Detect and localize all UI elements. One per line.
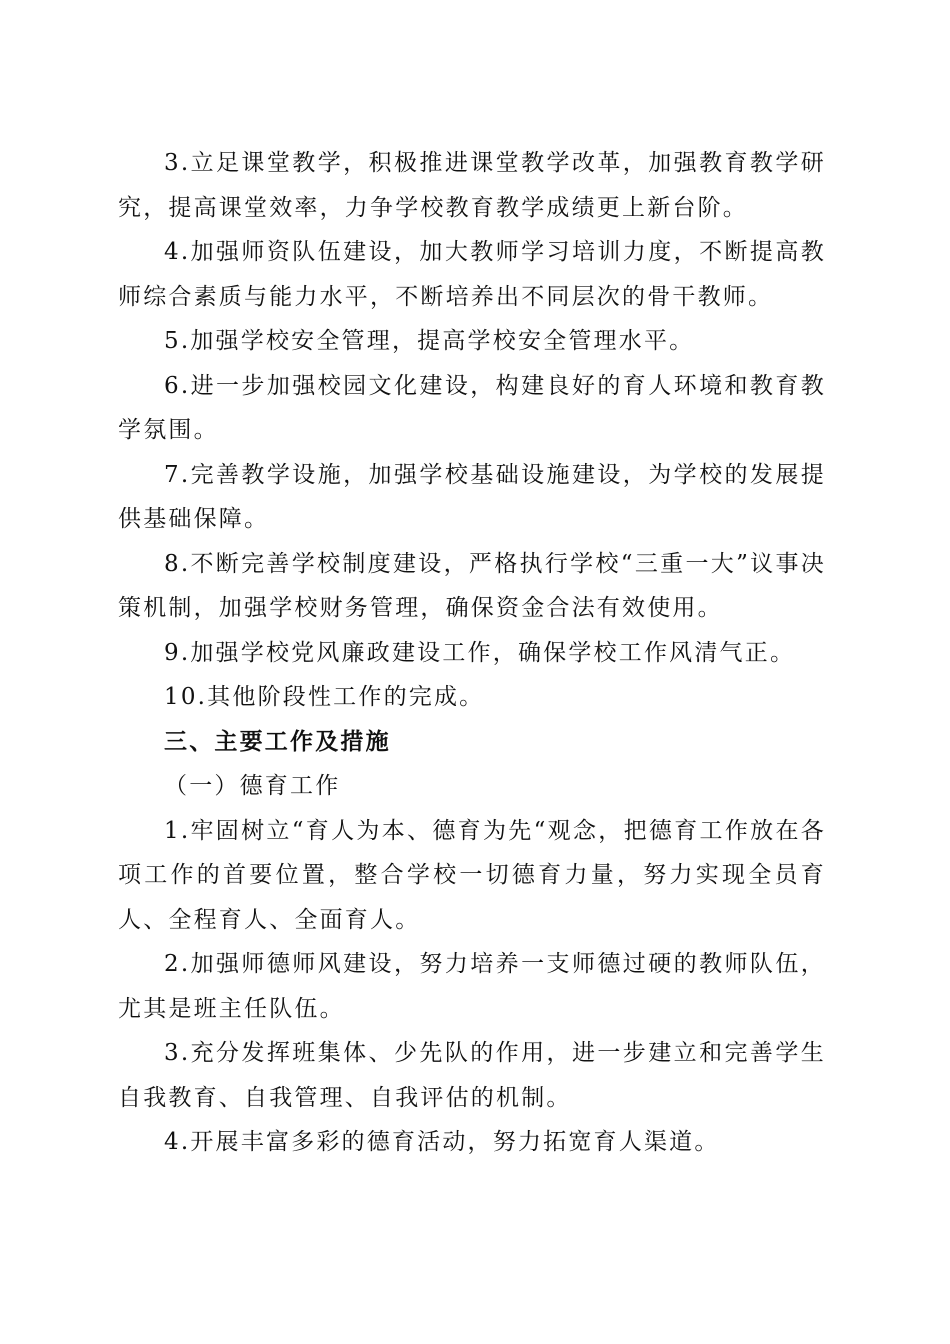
moral-item-4: 4.开展丰富多彩的德育活动，努力拓宽育人渠道。 bbox=[164, 1129, 720, 1155]
document-body bbox=[118, 141, 826, 1165]
paragraph-item-7: 7.完善教学设施，加强学校基础设施建设，为学校的发展提供基础保障。 bbox=[118, 461, 826, 532]
paragraph-item-9: 9.加强学校党风廉政建设工作，确保学校工作风清气正。 bbox=[164, 639, 796, 666]
moral-item-1: 1.牢固树立“育人为本、德育为先“观念，把德育工作放在各项工作的首要位置，整合学校一切德育力量，努力实现全员育人、全程育人、全面育人。 bbox=[118, 817, 826, 933]
moral-item-3: 3.充分发挥班集体、少先队的作用，进一步建立和完善学生自我教育、自我管理、自我评估的机制。 bbox=[118, 1040, 826, 1111]
paragraph-item-10: 10.其他阶段性工作的完成。 bbox=[164, 684, 485, 710]
section-heading: 三、主要工作及措施 bbox=[164, 728, 391, 755]
paragraph-item-8: 8.不断完善学校制度建设，严格执行学校“三重一大”议事决策机制，加强学校财务管理，确保资金合法有效使用。 bbox=[118, 550, 826, 621]
subsection-heading: （一）德育工作 bbox=[164, 773, 341, 799]
paragraph-item-5: 5.加强学校安全管理，提高学校安全管理水平。 bbox=[164, 328, 695, 354]
paragraph-item-3: 3.立足课堂教学，积极推进课堂教学改革，加强教育教学研究，提高课堂效率，力争学校教育教学成绩更上新台阶。 bbox=[118, 150, 826, 221]
moral-item-2: 2.加强师德师风建设，努力培养一支师德过硬的教师队伍，尤其是班主任队伍。 bbox=[118, 951, 826, 1022]
paragraph-item-4: 4.加强师资队伍建设，加大教师学习培训力度，不断提高教师综合素质与能力水平，不断培养出不同层次的骨干教师。 bbox=[118, 239, 826, 310]
paragraph-item-6: 6.进一步加强校园文化建设，构建良好的育人环境和教育教学氛围。 bbox=[118, 372, 826, 443]
